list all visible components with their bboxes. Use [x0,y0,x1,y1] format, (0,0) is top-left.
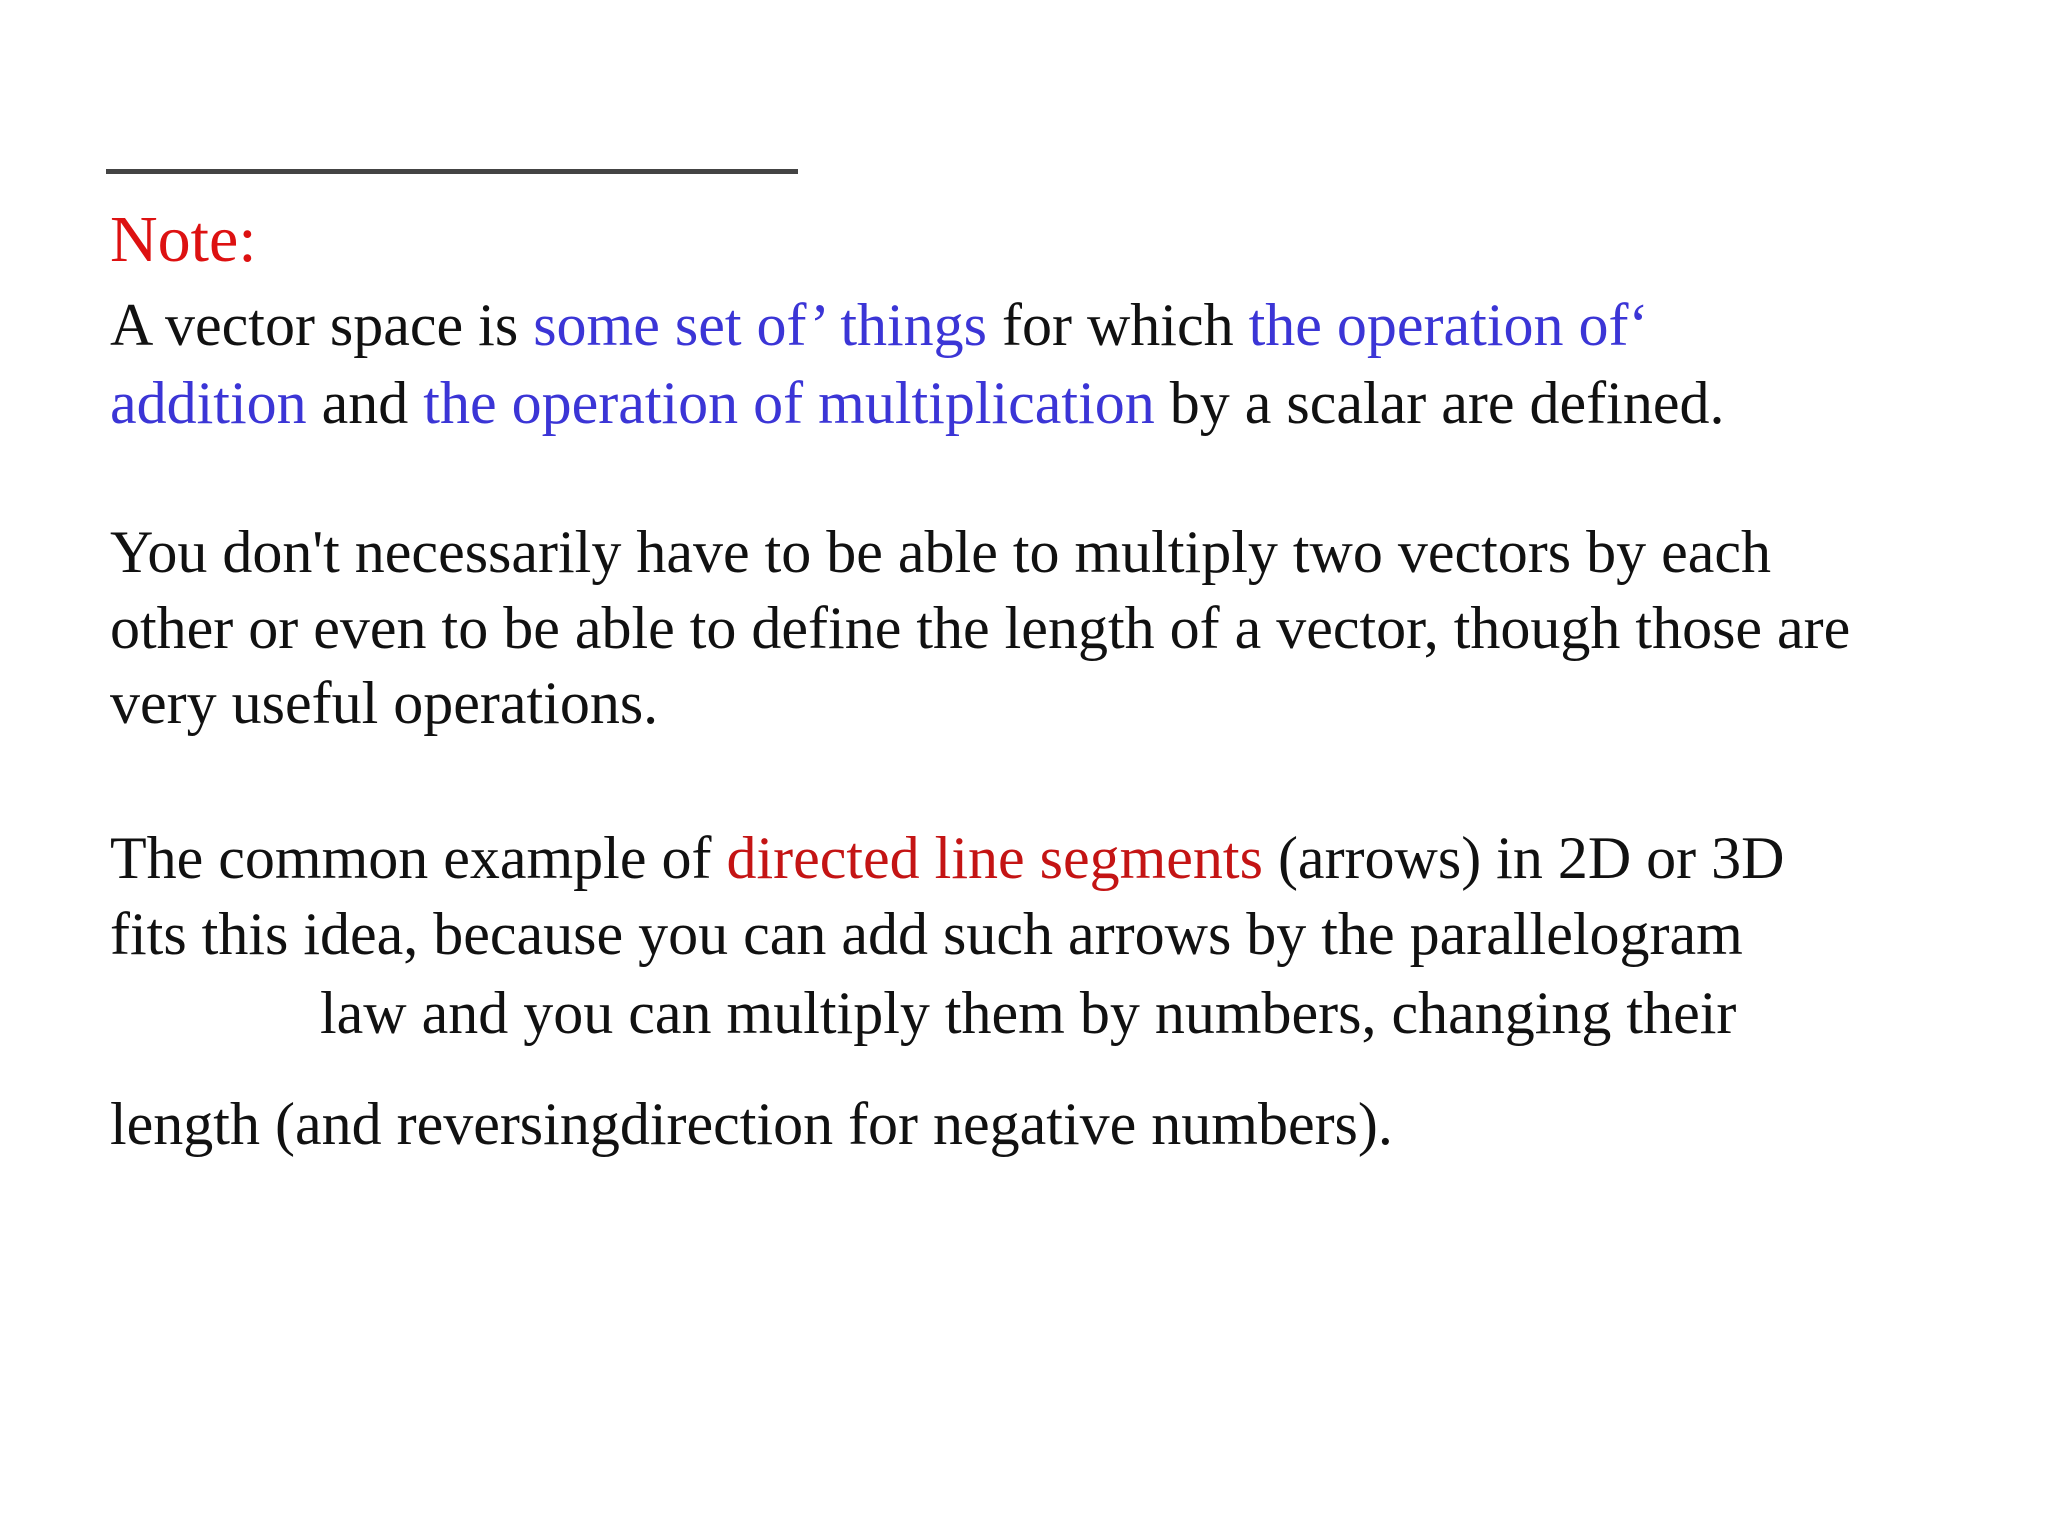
paragraph2-line2: other or even to be able to define the length of a vector, though those are [110,595,1851,661]
paragraph3-line1 [110,823,1785,893]
paragraph2-line1: You don't necessarily have to be able to multiply two vectors by each [110,519,1772,585]
highlight-directed-line-segments: directed line segments [726,825,1263,891]
note-title: Note: [110,203,257,276]
paragraph1-line1 [110,290,1648,360]
text-segment: and [306,370,424,436]
paragraph3-line3: law and you can multiply them by numbers, changing their [320,980,1737,1046]
paragraph2-line3: very useful operations. [110,670,659,736]
text-segment: by a scalar are defined. [1154,370,1725,436]
highlight-multiplication: the operation of multiplication [423,370,1155,436]
paragraph3-line4: length (and reversingdirection for negative numbers). [110,1091,1393,1157]
highlight-set-of-things: some set of’ things [533,292,988,358]
text-segment: The common example of [110,825,727,891]
text-segment: (arrows) in 2D or 3D [1262,825,1785,891]
highlight-operation-of: the operation of‘ [1248,292,1649,358]
text-segment: A vector space is [110,292,534,358]
text-segment: for which [987,292,1249,358]
paragraph1-line2 [110,368,1724,438]
paragraph3-line2: fits this idea, because you can add such arrows by the parallelogram [110,901,1743,967]
header-rule [106,169,798,174]
highlight-addition: addition [110,370,307,436]
